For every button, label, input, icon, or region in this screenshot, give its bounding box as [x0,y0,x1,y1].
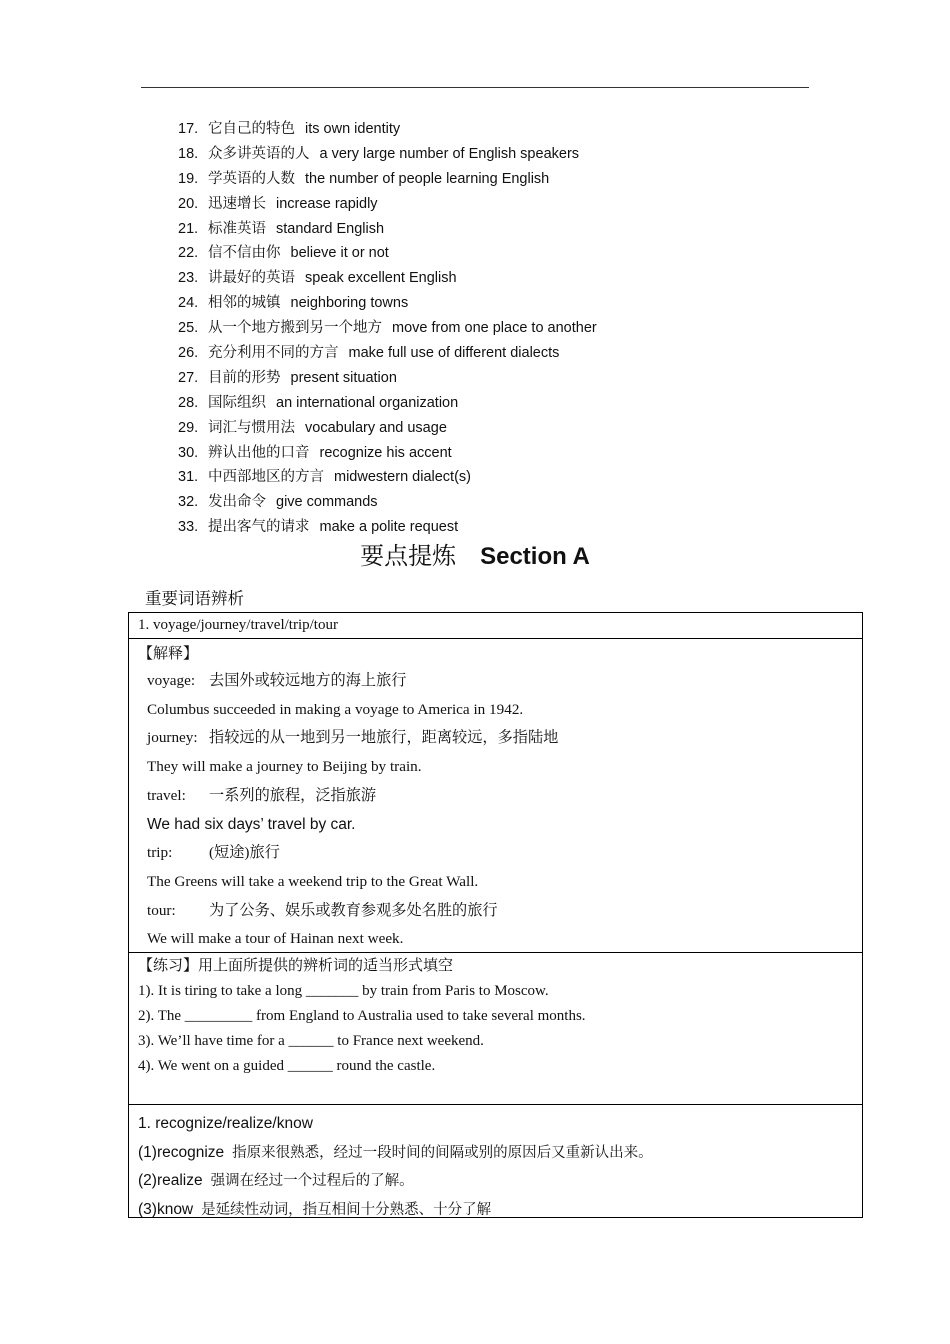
list-item: 22. 信不信由你 believe it or not [178,245,389,262]
list-item: 33. 提出客气的请求 make a polite request [178,519,459,536]
example-sentence: We will make a tour of Hainan next week. [147,930,404,948]
header-rule [141,87,809,88]
verb-definition: (2)realize 强调在经过一个过程后的了解。 [138,1172,414,1189]
verb-definition: (1)recognize 指原来很熟悉，经过一段时间的间隔或别的原因后又重新认出来。 [138,1143,653,1161]
list-item: 32. 发出命令 give commands [178,494,378,511]
word-analysis-table [128,612,863,1218]
list-item: 20. 迅速增长 increase rapidly [178,195,378,212]
section-title [0,538,950,575]
explanation-line: tour: 为了公务、娱乐或教育参观多处名胜的旅行 [147,901,498,919]
verb-definition: (3)know 是延续性动词，指互相间十分熟悉、十分了解 [138,1200,492,1218]
practice-item: 1). It is tiring to take a long _______ by train from Paris to Moscow. [138,983,549,999]
list-item: 31. 中西部地区的方言 midwestern dialect(s) [178,469,471,486]
sub-heading: 重要词语辨析 [145,589,244,608]
example-sentence: We had six days’ travel by car. [147,815,356,833]
list-item: 23. 讲最好的英语 speak excellent English [178,270,457,287]
list-item: 17. 它自己的特色 its own identity [178,121,401,137]
table-heading-travel-words: 1. voyage/journey/travel/trip/tour [138,617,338,633]
practice-tag: 【练习】用上面所提供的辨析词的适当形式填空 [138,958,454,974]
example-sentence: Columbus succeeded in making a voyage to America in 1942. [147,700,524,718]
list-item: 21. 标准英语 standard English [178,220,385,237]
practice-cell [129,952,862,1104]
list-item: 25. 从一个地方搬到另一个地方 move from one place to another [178,320,597,337]
list-item: 29. 词汇与惯用法 vocabulary and usage [178,419,447,436]
example-sentence: They will make a journey to Beijing by train. [147,758,422,776]
practice-item: 4). We went on a guided ______ round the castle. [138,1058,436,1074]
practice-item: 2). The _________ from England to Australia used to take several months. [138,1008,586,1024]
list-item: 27. 目前的形势 present situation [178,369,397,386]
example-sentence: The Greens will take a weekend trip to the Great Wall. [147,872,479,890]
list-item: 30. 辨认出他的口音 recognize his accent [178,444,452,461]
table-heading-verbs: 1. recognize/realize/know [138,1115,313,1132]
explanation-tag: 【解释】 [138,646,199,662]
list-item: 18. 众多讲英语的人 a very large number of English speakers [178,145,580,162]
list-item: 19. 学英语的人数 the number of people learning English [178,170,550,187]
explanation-line: journey: 指较远的从一地到另一地旅行，距离较远，多指陆地 [147,729,559,747]
phrase-list [178,117,838,540]
explanation-line: voyage: 去国外或较远地方的海上旅行 [147,672,407,689]
list-item: 24. 相邻的城镇 neighboring towns [178,295,409,312]
list-item: 28. 国际组织 an international organization [178,394,459,411]
section-title-zh: 要点提炼 [360,542,457,570]
explanation-line: travel: 一系列的旅程，泛指旅游 [147,786,377,804]
verb-analysis-cell [129,1104,862,1217]
explanation-cell [129,638,862,952]
explanation-line: trip: (短途)旅行 [147,844,280,862]
section-title-en: Section A [480,543,590,570]
practice-item: 3). We’ll have time for a ______ to France next weekend. [138,1033,484,1049]
list-item: 26. 充分利用不同的方言 make full use of different dialects [178,345,560,362]
